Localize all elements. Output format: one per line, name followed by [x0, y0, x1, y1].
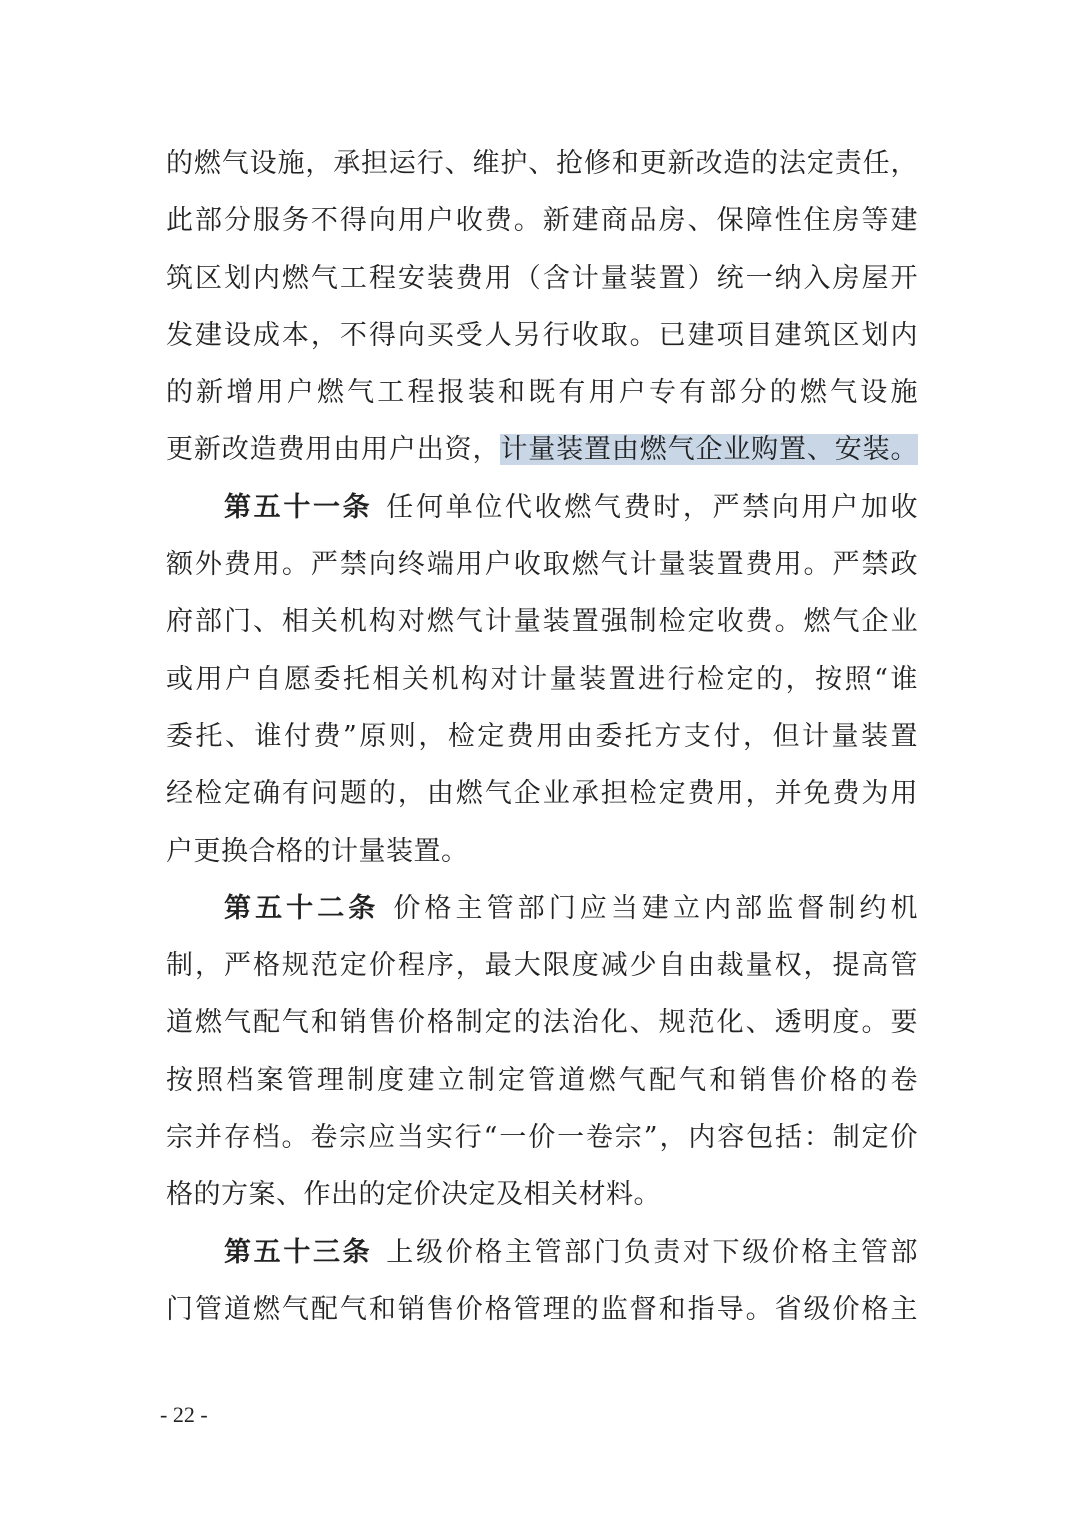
text-line: 格的方案、作出的定价决定及相关材料。	[166, 1179, 661, 1211]
article-title: 第五十二条	[224, 892, 380, 924]
article-text: 任何单位代收燃气费时，严禁向用户加收	[386, 491, 919, 523]
text-line: 委托、谁付费”原则，检定费用由委托方支付，但计量装置	[166, 720, 918, 752]
text-line: 门管道燃气配气和销售价格管理的监督和指导。省级价格主	[166, 1293, 918, 1325]
text-line: 府部门、相关机构对燃气计量装置强制检定收费。燃气企业	[166, 606, 918, 638]
plain-text: 更新改造费用由用户出资，	[166, 434, 501, 466]
text-line: 道燃气配气和销售价格制定的法治化、规范化、透明度。要	[166, 1007, 918, 1039]
text-line: 的新增用户燃气工程报装和既有用户专有部分的燃气设施	[166, 377, 918, 409]
selected-text-highlight[interactable]: 计量装置由燃气企业购置、安装。	[500, 434, 919, 466]
page-number: - 22 -	[160, 1402, 208, 1427]
text-line: 经检定确有问题的，由燃气企业承担检定费用，并免费为用	[166, 778, 918, 810]
text-line: 筑区划内燃气工程安装费用（含计量装置）统一纳入房屋开	[166, 262, 918, 294]
article-title: 第五十一条	[224, 491, 373, 523]
text-line: 制，严格规范定价程序，最大限度减少自由裁量权，提高管	[166, 950, 918, 982]
text-line: 按照档案管理制度建立制定管道燃气配气和销售价格的卷	[166, 1064, 918, 1096]
article-first-line	[166, 479, 918, 536]
text-line: 宗并存档。卷宗应当实行“一价一卷宗”，内容包括：制定价	[166, 1122, 918, 1154]
text-line: 额外费用。严禁向终端用户收取燃气计量装置费用。严禁政	[166, 549, 918, 581]
article-text: 上级价格主管部门负责对下级价格主管部	[386, 1236, 919, 1268]
text-line: 户更换合格的计量装置。	[166, 835, 469, 867]
document-body	[166, 135, 918, 1338]
article-first-line	[166, 880, 918, 937]
text-line: 此部分服务不得向用户收费。新建商品房、保障性住房等建	[166, 205, 918, 237]
text-line: 发建设成本，不得向买受人另行收取。已建项目建筑区划内	[166, 319, 918, 351]
text-line: 的燃气设施，承担运行、维护、抢修和更新改造的法定责任，	[166, 148, 918, 179]
article-first-line	[166, 1224, 918, 1281]
article-title: 第五十三条	[224, 1236, 373, 1268]
text-line	[166, 421, 918, 478]
text-line: 或用户自愿委托相关机构对计量装置进行检定的，按照“谁	[166, 663, 918, 695]
article-text: 价格主管部门应当建立内部监督制约机	[393, 892, 919, 924]
